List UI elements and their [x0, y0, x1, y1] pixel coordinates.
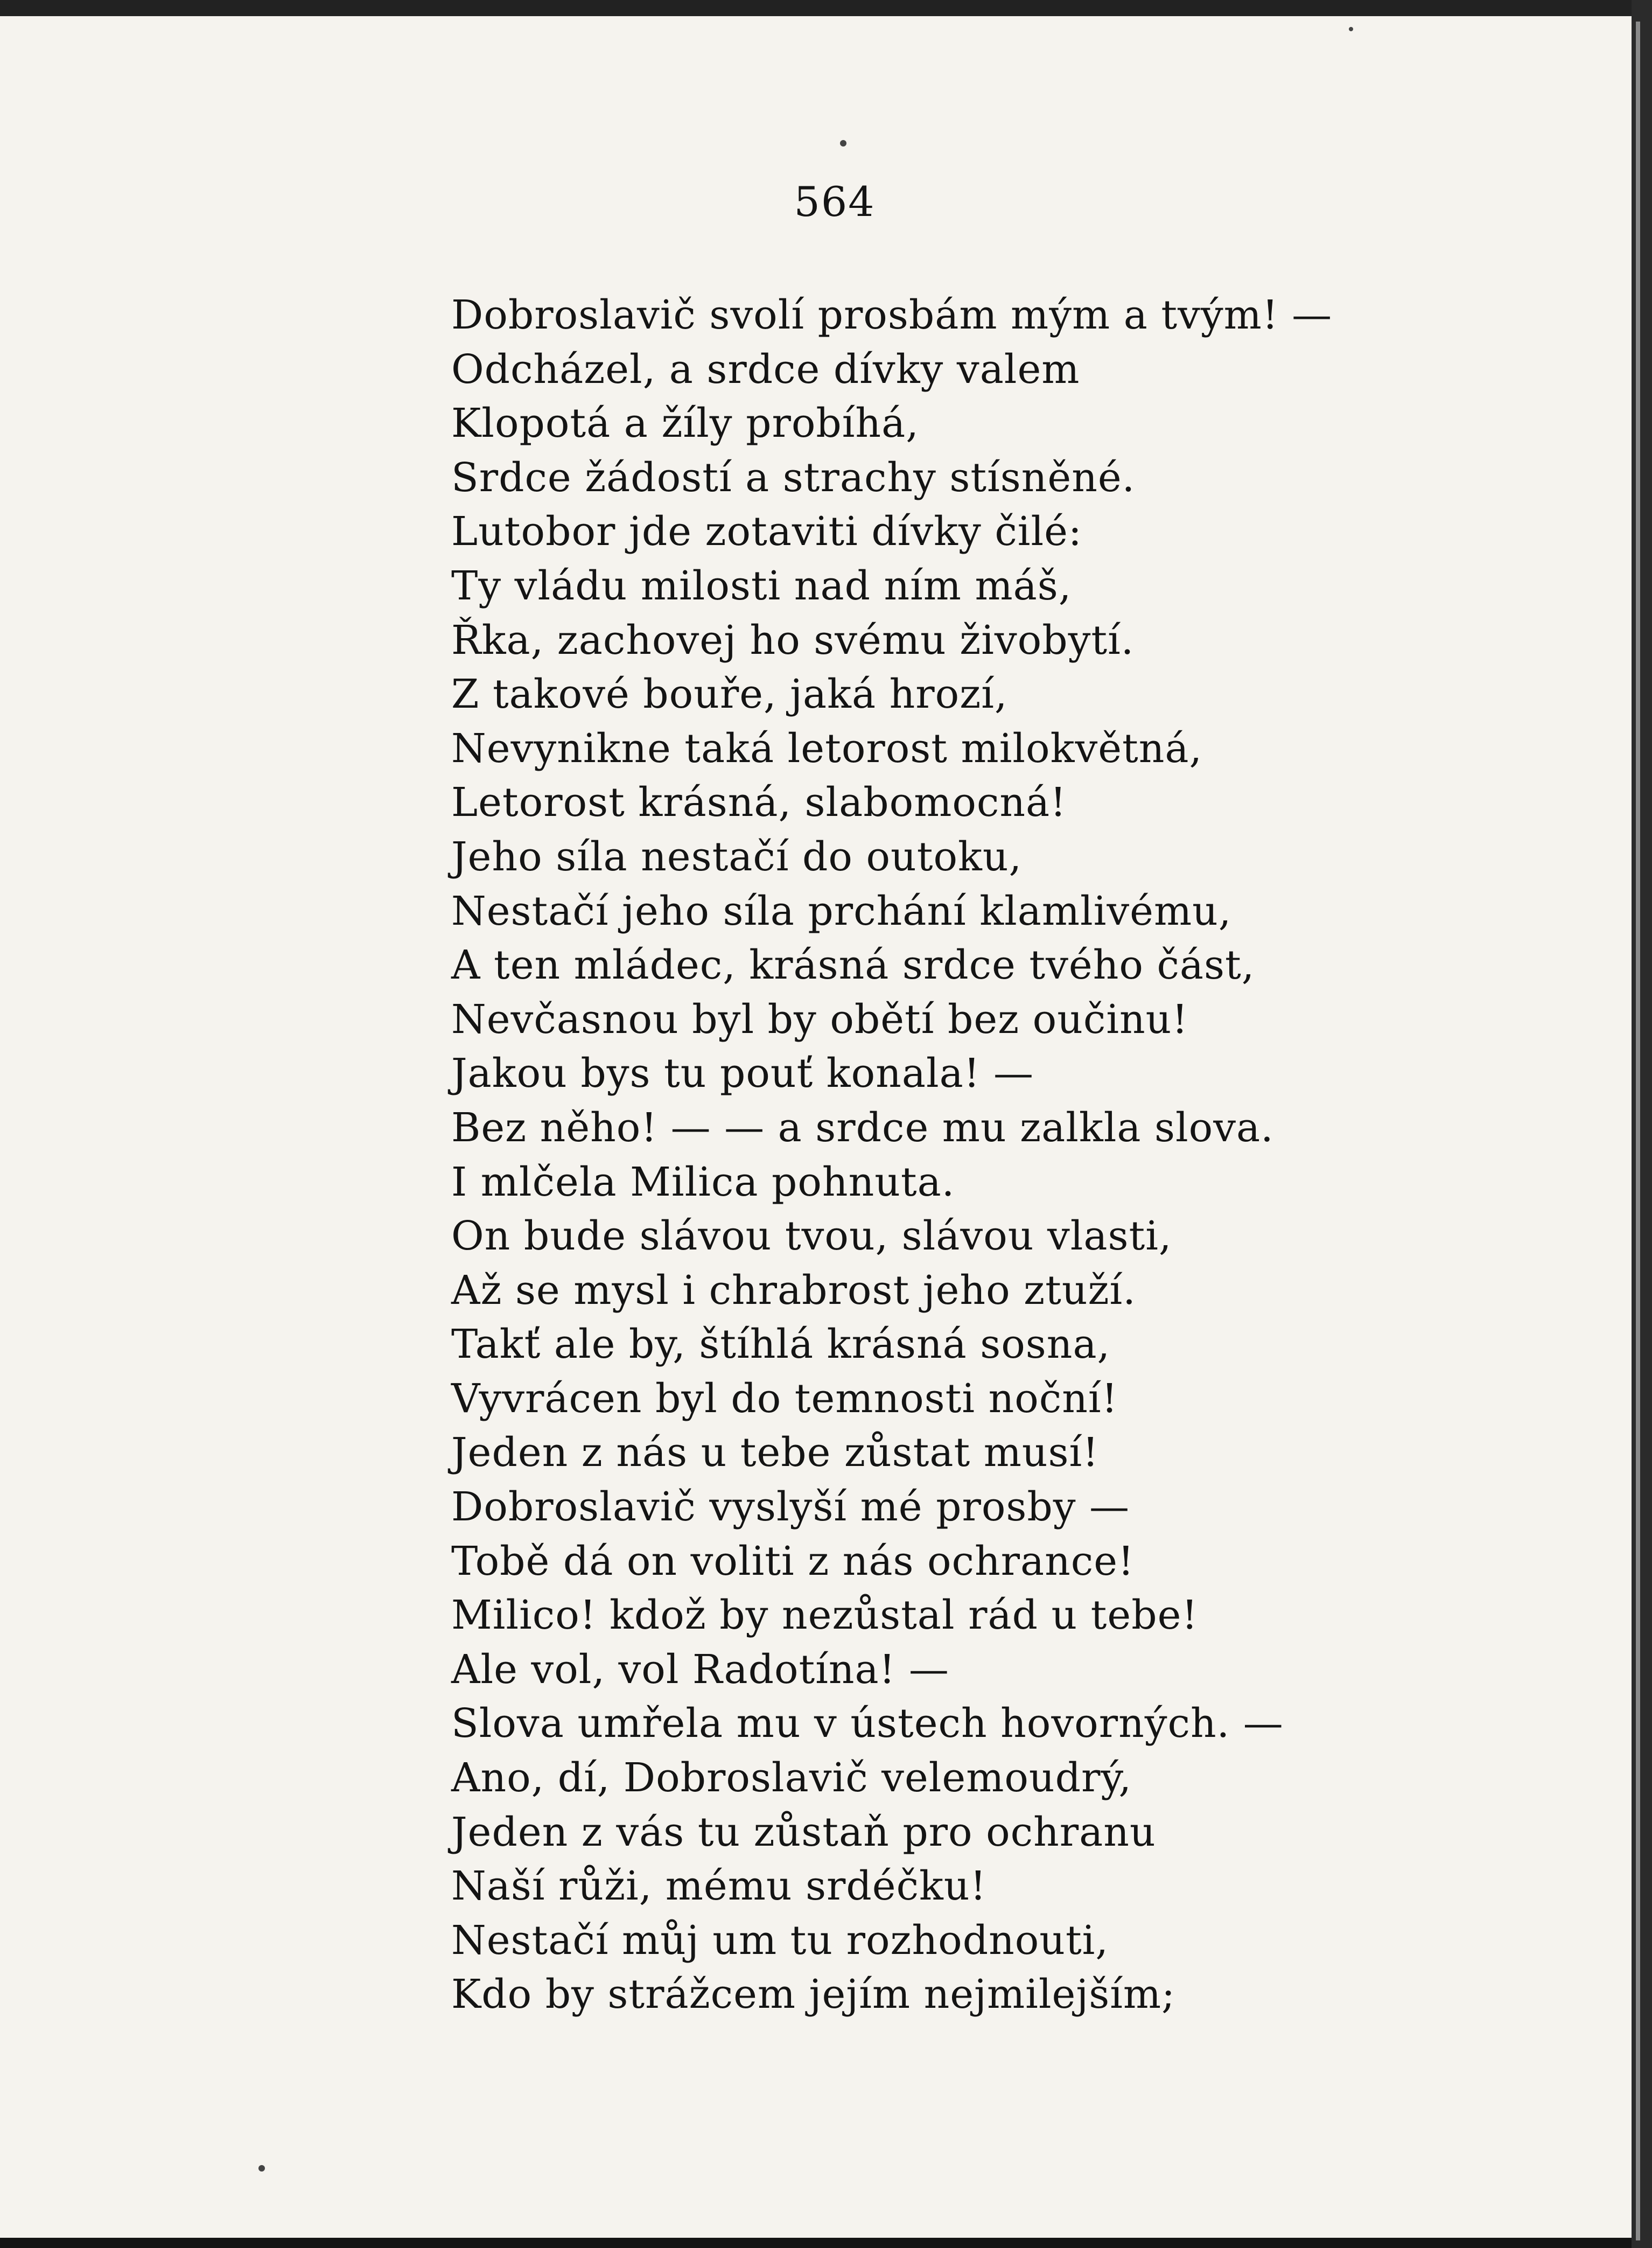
poem-line: A ten mládec, krásná srdce tvého část, — [451, 942, 1255, 989]
poem-line: Jeden z nás u tebe zůstat musí! — [451, 1429, 1099, 1476]
poem-line: Řka, zachovej ho svému živobytí. — [451, 617, 1135, 664]
poem-line: Takť ale by, štíhlá krásná sosna, — [451, 1321, 1111, 1368]
poem-line: Letorost krásná, slabomocná! — [451, 779, 1067, 826]
poem-line: Vyvrácen byl do temnosti noční! — [451, 1375, 1118, 1422]
page-edge-shadow — [1636, 22, 1640, 2240]
ink-speck — [840, 140, 846, 146]
poem-line: Jeho síla nestačí do outoku, — [451, 833, 1023, 880]
poem-line: Ano, dí, Dobroslavič velemoudrý, — [451, 1755, 1132, 1802]
poem-line: Nestačí můj um tu rozhodnouti, — [451, 1917, 1109, 1964]
poem-line: Jakou bys tu pouť konala! — — [451, 1050, 1034, 1097]
poem-line: Odcházel, a srdce dívky valem — [451, 346, 1080, 393]
poem-line: Dobroslavič vyslyší mé prosby — — [451, 1484, 1130, 1531]
scan-top-border — [0, 0, 1652, 16]
paper-sheet — [0, 16, 1632, 2238]
poem-line: Lutobor jde zotaviti dívky čilé: — [451, 508, 1082, 555]
poem-line: Nestačí jeho síla prchání klamlivému, — [451, 888, 1232, 934]
poem-line: Srdce žádostí a strachy stísněné. — [451, 454, 1136, 501]
poem-line: Kdo by strážcem jejím nejmilejším; — [451, 1971, 1175, 2018]
poem-line: Z takové bouře, jaká hrozí, — [451, 671, 1008, 718]
poem-line: Nevčasnou byl by obětí bez oučinu! — [451, 996, 1189, 1043]
poem-line: Tobě dá on voliti z nás ochrance! — [451, 1538, 1135, 1584]
poem-line: I mlčela Milica pohnuta. — [451, 1158, 955, 1205]
ink-speck — [1349, 27, 1353, 31]
poem-line: Ale vol, vol Radotína! — — [451, 1646, 949, 1693]
poem-line: Slova umřela mu v ústech hovorných. — — [451, 1700, 1284, 1747]
poem-line: Bez něho! — — a srdce mu zalkla slova. — [451, 1104, 1274, 1151]
ink-speck — [258, 2165, 265, 2172]
poem-line: Jeden z vás tu zůstaň pro ochranu — [451, 1809, 1156, 1855]
poem-line: Nevynikne taká letorost milokvětná, — [451, 725, 1203, 772]
scan-right-border — [1632, 0, 1652, 2248]
page-number: 564 — [794, 178, 876, 226]
poem-line: Naší růži, mému srdéčku! — [451, 1863, 987, 1910]
poem-line: Klopotá a žíly probíhá, — [451, 400, 919, 447]
poem-line: On bude slávou tvou, slávou vlasti, — [451, 1213, 1172, 1260]
poem-line: Milico! kdož by nezůstal rád u tebe! — [451, 1592, 1199, 1639]
poem-line: Dobroslavič svolí prosbám mým a tvým! — — [451, 292, 1333, 338]
poem-text — [451, 288, 1582, 2022]
poem-line: Ty vládu milosti nad ním máš, — [451, 562, 1072, 609]
poem-line: Až se mysl i chrabrost jeho ztuží. — [451, 1267, 1136, 1314]
